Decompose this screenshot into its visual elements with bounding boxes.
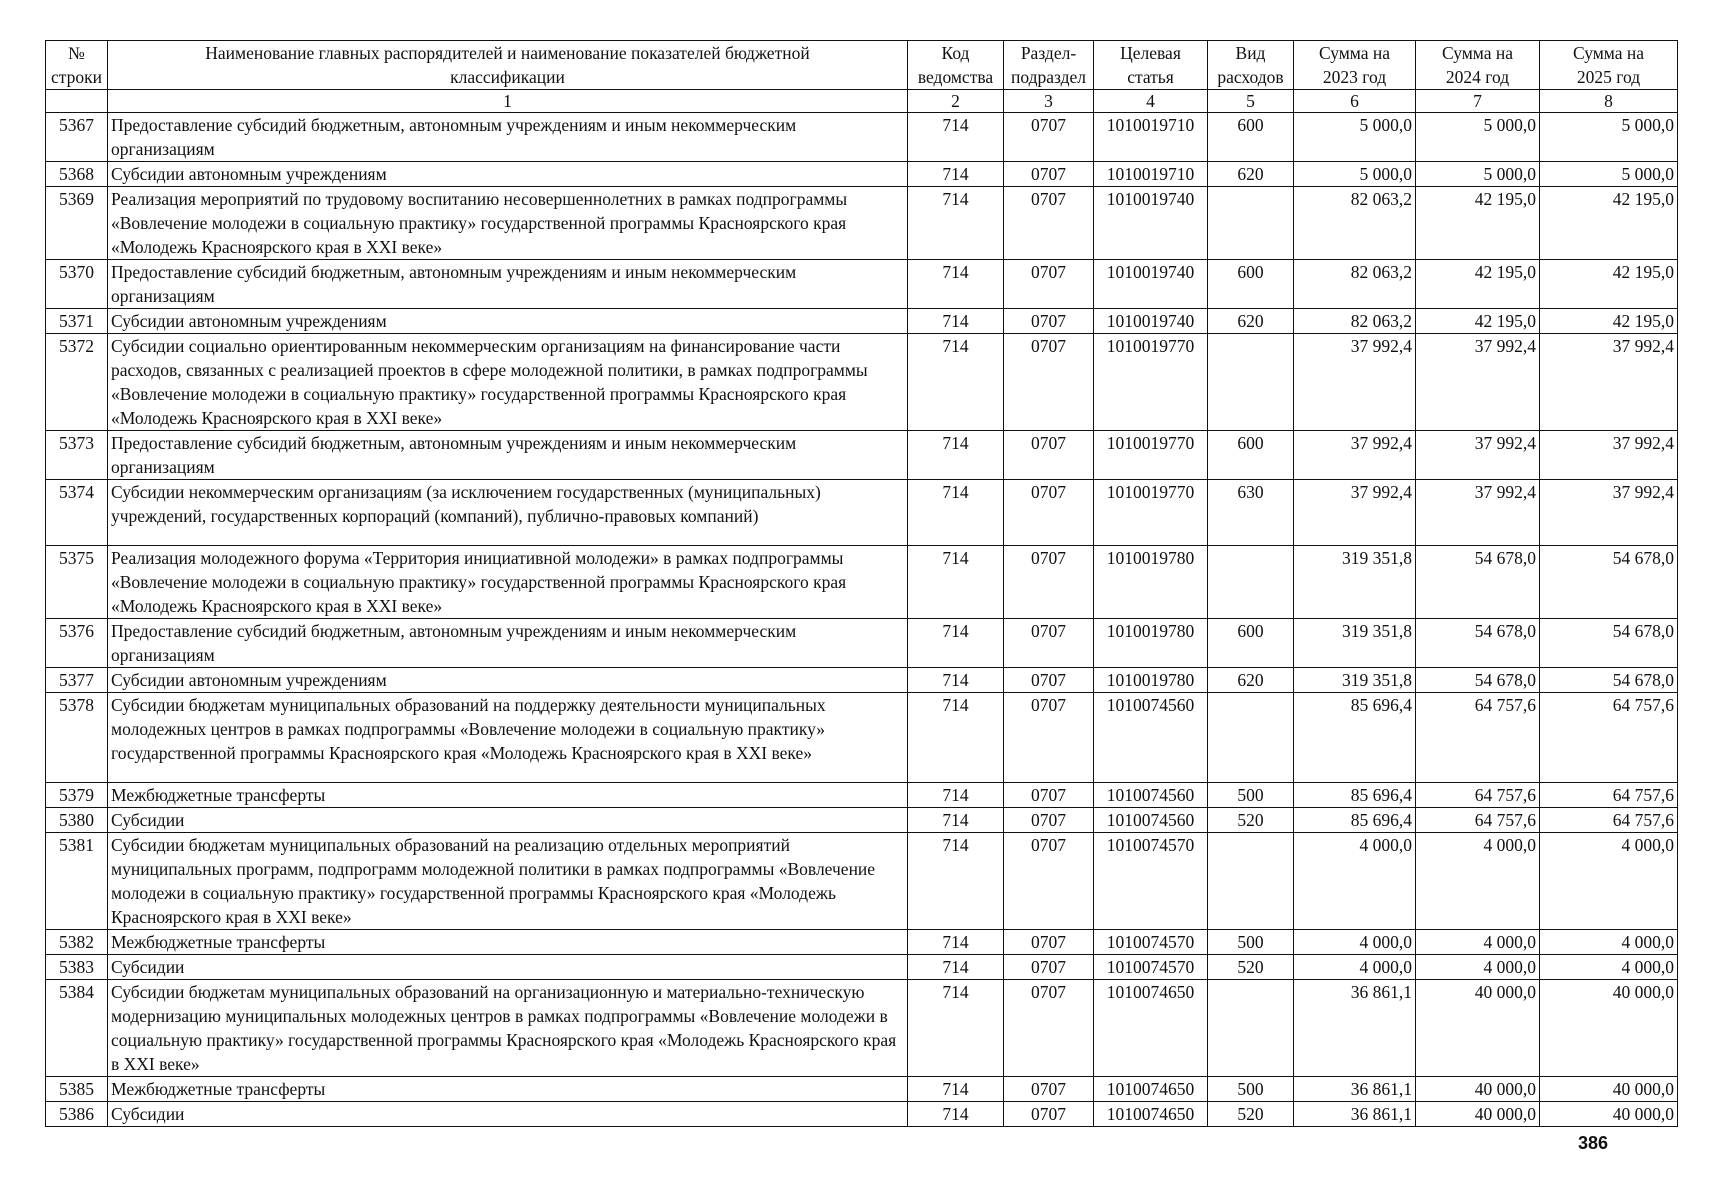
sum-2025: 40 000,0 xyxy=(1540,1102,1678,1127)
sum-2025: 40 000,0 xyxy=(1540,980,1678,1077)
table-header-row xyxy=(46,41,1678,90)
expense-kind xyxy=(1208,546,1294,619)
table-body xyxy=(46,113,1678,1127)
page-number: 386 xyxy=(1578,1133,1609,1153)
department-code: 714 xyxy=(908,668,1004,693)
expense-kind xyxy=(1208,833,1294,930)
section-code: 0707 xyxy=(1004,693,1094,783)
row-number: 5379 xyxy=(46,783,108,808)
sum-2025: 54 678,0 xyxy=(1540,668,1678,693)
section-code: 0707 xyxy=(1004,668,1094,693)
target-article: 1010074650 xyxy=(1094,1077,1208,1102)
sum-2023: 4 000,0 xyxy=(1294,833,1416,930)
department-code: 714 xyxy=(908,1102,1004,1127)
sum-2025: 54 678,0 xyxy=(1540,619,1678,668)
table-row xyxy=(46,930,1678,955)
department-code: 714 xyxy=(908,334,1004,431)
budget-table xyxy=(45,40,1678,1127)
row-number: 5376 xyxy=(46,619,108,668)
section-code: 0707 xyxy=(1004,480,1094,546)
row-number: 5377 xyxy=(46,668,108,693)
department-code: 714 xyxy=(908,546,1004,619)
target-article: 1010074570 xyxy=(1094,930,1208,955)
row-number: 5380 xyxy=(46,808,108,833)
header-department-code: Код ведомства xyxy=(908,41,1004,90)
row-name: Субсидии xyxy=(108,1102,908,1127)
sum-2024: 40 000,0 xyxy=(1416,1102,1540,1127)
target-article: 1010074650 xyxy=(1094,1102,1208,1127)
expense-kind: 520 xyxy=(1208,955,1294,980)
column-number: 3 xyxy=(1004,90,1094,113)
sum-2023: 5 000,0 xyxy=(1294,162,1416,187)
table-row xyxy=(46,783,1678,808)
sum-2024: 64 757,6 xyxy=(1416,693,1540,783)
table-row xyxy=(46,260,1678,309)
expense-kind: 600 xyxy=(1208,431,1294,480)
sum-2023: 82 063,2 xyxy=(1294,309,1416,334)
sum-2024: 40 000,0 xyxy=(1416,980,1540,1077)
department-code: 714 xyxy=(908,162,1004,187)
target-article: 1010019740 xyxy=(1094,260,1208,309)
target-article: 1010074560 xyxy=(1094,783,1208,808)
target-article: 1010074650 xyxy=(1094,980,1208,1077)
target-article: 1010019780 xyxy=(1094,619,1208,668)
target-article: 1010019780 xyxy=(1094,668,1208,693)
sum-2023: 36 861,1 xyxy=(1294,1077,1416,1102)
section-code: 0707 xyxy=(1004,1102,1094,1127)
section-code: 0707 xyxy=(1004,334,1094,431)
section-code: 0707 xyxy=(1004,1077,1094,1102)
table-row xyxy=(46,480,1678,546)
sum-2024: 37 992,4 xyxy=(1416,334,1540,431)
header-row-number: № строки xyxy=(46,41,108,90)
header-target-article: Целевая статья xyxy=(1094,41,1208,90)
sum-2023: 85 696,4 xyxy=(1294,693,1416,783)
row-name: Межбюджетные трансферты xyxy=(108,1077,908,1102)
row-name: Субсидии автономным учреждениям xyxy=(108,668,908,693)
sum-2023: 36 861,1 xyxy=(1294,980,1416,1077)
department-code: 714 xyxy=(908,693,1004,783)
header-sum-2023: Сумма на 2023 год xyxy=(1294,41,1416,90)
target-article: 1010019770 xyxy=(1094,480,1208,546)
sum-2024: 54 678,0 xyxy=(1416,619,1540,668)
row-name: Предоставление субсидий бюджетным, автономным учреждениям и иным некоммерческим организациям xyxy=(108,619,908,668)
target-article: 1010019710 xyxy=(1094,162,1208,187)
target-article: 1010074570 xyxy=(1094,955,1208,980)
section-code: 0707 xyxy=(1004,546,1094,619)
sum-2023: 5 000,0 xyxy=(1294,113,1416,162)
column-number xyxy=(46,90,108,113)
row-name: Субсидии бюджетам муниципальных образований на организационную и материально-техническую модернизацию муниципальных молодежных центров в рамках подпрограммы «Вовлечение молодежи в социальную практику» государственной программы Красноярского края «Молодежь Красноярского края в XXI веке» xyxy=(108,980,908,1077)
row-name: Субсидии автономным учреждениям xyxy=(108,309,908,334)
row-number: 5372 xyxy=(46,334,108,431)
sum-2024: 42 195,0 xyxy=(1416,260,1540,309)
expense-kind xyxy=(1208,693,1294,783)
row-number: 5375 xyxy=(46,546,108,619)
row-number: 5378 xyxy=(46,693,108,783)
department-code: 714 xyxy=(908,783,1004,808)
expense-kind xyxy=(1208,187,1294,260)
department-code: 714 xyxy=(908,431,1004,480)
section-code: 0707 xyxy=(1004,833,1094,930)
table-row xyxy=(46,980,1678,1077)
expense-kind: 500 xyxy=(1208,1077,1294,1102)
expense-kind: 500 xyxy=(1208,783,1294,808)
sum-2024: 5 000,0 xyxy=(1416,113,1540,162)
sum-2023: 85 696,4 xyxy=(1294,808,1416,833)
sum-2025: 4 000,0 xyxy=(1540,930,1678,955)
row-name: Субсидии xyxy=(108,955,908,980)
row-name: Субсидии xyxy=(108,808,908,833)
department-code: 714 xyxy=(908,930,1004,955)
sum-2023: 319 351,8 xyxy=(1294,668,1416,693)
sum-2024: 37 992,4 xyxy=(1416,431,1540,480)
table-row xyxy=(46,334,1678,431)
row-name: Межбюджетные трансферты xyxy=(108,930,908,955)
column-number: 7 xyxy=(1416,90,1540,113)
column-number-row xyxy=(46,90,1678,113)
sum-2024: 54 678,0 xyxy=(1416,546,1540,619)
department-code: 714 xyxy=(908,980,1004,1077)
row-number: 5384 xyxy=(46,980,108,1077)
section-code: 0707 xyxy=(1004,187,1094,260)
department-code: 714 xyxy=(908,309,1004,334)
row-name: Реализация молодежного форума «Территория инициативной молодежи» в рамках подпрограммы «Вовлечение молодежи в социальную практику» государственной программы Красноярского края «Молодежь Красноярского края в XXI веке» xyxy=(108,546,908,619)
target-article: 1010074570 xyxy=(1094,833,1208,930)
section-code: 0707 xyxy=(1004,783,1094,808)
sum-2025: 4 000,0 xyxy=(1540,833,1678,930)
table-row xyxy=(46,309,1678,334)
expense-kind: 600 xyxy=(1208,260,1294,309)
sum-2025: 5 000,0 xyxy=(1540,113,1678,162)
section-code: 0707 xyxy=(1004,955,1094,980)
row-number: 5383 xyxy=(46,955,108,980)
row-name: Предоставление субсидий бюджетным, автономным учреждениям и иным некоммерческим организациям xyxy=(108,113,908,162)
sum-2025: 5 000,0 xyxy=(1540,162,1678,187)
table-row xyxy=(46,955,1678,980)
sum-2023: 4 000,0 xyxy=(1294,930,1416,955)
table-row xyxy=(46,113,1678,162)
section-code: 0707 xyxy=(1004,980,1094,1077)
row-name: Субсидии бюджетам муниципальных образований на поддержку деятельности муниципальных молодежных центров в рамках подпрограммы «Вовлечение молодежи в социальную практику» государственной программы Красноярского края «Молодежь Красноярского края в XXI веке» xyxy=(108,693,908,783)
sum-2025: 40 000,0 xyxy=(1540,1077,1678,1102)
table-row xyxy=(46,619,1678,668)
target-article: 1010074560 xyxy=(1094,808,1208,833)
sum-2023: 82 063,2 xyxy=(1294,187,1416,260)
sum-2024: 4 000,0 xyxy=(1416,930,1540,955)
sum-2023: 82 063,2 xyxy=(1294,260,1416,309)
column-number: 2 xyxy=(908,90,1004,113)
sum-2025: 42 195,0 xyxy=(1540,309,1678,334)
table-row xyxy=(46,1077,1678,1102)
row-name: Субсидии бюджетам муниципальных образований на реализацию отдельных мероприятий муниципальных программ, подпрограмм молодежной политики в рамках подпрограммы «Вовлечение молодежи в социальную практику» государственной программы Красноярского края «Молодежь Красноярского края в XXI веке» xyxy=(108,833,908,930)
department-code: 714 xyxy=(908,619,1004,668)
row-number: 5367 xyxy=(46,113,108,162)
expense-kind: 630 xyxy=(1208,480,1294,546)
column-number: 8 xyxy=(1540,90,1678,113)
sum-2024: 4 000,0 xyxy=(1416,955,1540,980)
expense-kind: 620 xyxy=(1208,668,1294,693)
column-number: 5 xyxy=(1208,90,1294,113)
row-name: Реализация мероприятий по трудовому воспитанию несовершеннолетних в рамках подпрограммы «Вовлечение молодежи в социальную практику» государственной программы Красноярского края «Молодежь Красноярского края в XXI веке» xyxy=(108,187,908,260)
section-code: 0707 xyxy=(1004,808,1094,833)
section-code: 0707 xyxy=(1004,619,1094,668)
table-row xyxy=(46,431,1678,480)
header-expense-kind: Вид расходов xyxy=(1208,41,1294,90)
table-row xyxy=(46,833,1678,930)
department-code: 714 xyxy=(908,808,1004,833)
sum-2024: 37 992,4 xyxy=(1416,480,1540,546)
table-row xyxy=(46,187,1678,260)
header-sum-2024: Сумма на 2024 год xyxy=(1416,41,1540,90)
expense-kind xyxy=(1208,334,1294,431)
sum-2025: 37 992,4 xyxy=(1540,334,1678,431)
target-article: 1010019780 xyxy=(1094,546,1208,619)
section-code: 0707 xyxy=(1004,113,1094,162)
expense-kind: 600 xyxy=(1208,113,1294,162)
row-number: 5386 xyxy=(46,1102,108,1127)
table-row xyxy=(46,668,1678,693)
row-number: 5370 xyxy=(46,260,108,309)
row-number: 5371 xyxy=(46,309,108,334)
target-article: 1010074560 xyxy=(1094,693,1208,783)
row-name: Субсидии автономным учреждениям xyxy=(108,162,908,187)
sum-2023: 4 000,0 xyxy=(1294,955,1416,980)
sum-2025: 4 000,0 xyxy=(1540,955,1678,980)
department-code: 714 xyxy=(908,480,1004,546)
sum-2025: 37 992,4 xyxy=(1540,480,1678,546)
target-article: 1010019710 xyxy=(1094,113,1208,162)
department-code: 714 xyxy=(908,1077,1004,1102)
department-code: 714 xyxy=(908,955,1004,980)
sum-2024: 40 000,0 xyxy=(1416,1077,1540,1102)
section-code: 0707 xyxy=(1004,930,1094,955)
department-code: 714 xyxy=(908,113,1004,162)
sum-2025: 64 757,6 xyxy=(1540,808,1678,833)
section-code: 0707 xyxy=(1004,162,1094,187)
row-number: 5382 xyxy=(46,930,108,955)
row-name: Субсидии некоммерческим организациям (за исключением государственных (муниципальных) учреждений, государственных корпораций (компаний), публично-правовых компаний) xyxy=(108,480,908,546)
sum-2023: 85 696,4 xyxy=(1294,783,1416,808)
row-number: 5374 xyxy=(46,480,108,546)
row-name: Межбюджетные трансферты xyxy=(108,783,908,808)
sum-2025: 64 757,6 xyxy=(1540,783,1678,808)
department-code: 714 xyxy=(908,260,1004,309)
section-code: 0707 xyxy=(1004,309,1094,334)
sum-2024: 5 000,0 xyxy=(1416,162,1540,187)
expense-kind: 620 xyxy=(1208,162,1294,187)
table-row xyxy=(46,1102,1678,1127)
department-code: 714 xyxy=(908,187,1004,260)
sum-2024: 64 757,6 xyxy=(1416,808,1540,833)
sum-2025: 64 757,6 xyxy=(1540,693,1678,783)
expense-kind: 600 xyxy=(1208,619,1294,668)
row-number: 5368 xyxy=(46,162,108,187)
sum-2024: 42 195,0 xyxy=(1416,309,1540,334)
column-number: 6 xyxy=(1294,90,1416,113)
expense-kind: 520 xyxy=(1208,1102,1294,1127)
sum-2023: 319 351,8 xyxy=(1294,546,1416,619)
table-row xyxy=(46,546,1678,619)
sum-2025: 54 678,0 xyxy=(1540,546,1678,619)
section-code: 0707 xyxy=(1004,260,1094,309)
sum-2023: 36 861,1 xyxy=(1294,1102,1416,1127)
row-number: 5381 xyxy=(46,833,108,930)
sum-2024: 64 757,6 xyxy=(1416,783,1540,808)
sum-2023: 319 351,8 xyxy=(1294,619,1416,668)
header-section: Раздел- подраздел xyxy=(1004,41,1094,90)
row-name: Предоставление субсидий бюджетным, автономным учреждениям и иным некоммерческим организациям xyxy=(108,260,908,309)
row-name: Предоставление субсидий бюджетным, автономным учреждениям и иным некоммерческим организациям xyxy=(108,431,908,480)
expense-kind: 620 xyxy=(1208,309,1294,334)
header-sum-2025: Сумма на 2025 год xyxy=(1540,41,1678,90)
row-number: 5369 xyxy=(46,187,108,260)
table-row xyxy=(46,808,1678,833)
expense-kind xyxy=(1208,980,1294,1077)
row-number: 5373 xyxy=(46,431,108,480)
sum-2025: 42 195,0 xyxy=(1540,187,1678,260)
table-row xyxy=(46,693,1678,783)
header-name: Наименование главных распорядителей и наименование показателей бюджетной классификации xyxy=(108,41,908,90)
row-number: 5385 xyxy=(46,1077,108,1102)
sum-2024: 4 000,0 xyxy=(1416,833,1540,930)
column-number: 4 xyxy=(1094,90,1208,113)
target-article: 1010019770 xyxy=(1094,431,1208,480)
row-name: Субсидии социально ориентированным некоммерческим организациям на финансирование части расходов, связанных с реализацией проектов в сфере молодежной политики, в рамках подпрограммы «Вовлечение молодежи в социальную практику» государственной программы Красноярского края «Молодежь Красноярского края в XXI веке» xyxy=(108,334,908,431)
department-code: 714 xyxy=(908,833,1004,930)
section-code: 0707 xyxy=(1004,431,1094,480)
target-article: 1010019740 xyxy=(1094,187,1208,260)
sum-2024: 42 195,0 xyxy=(1416,187,1540,260)
target-article: 1010019770 xyxy=(1094,334,1208,431)
sum-2023: 37 992,4 xyxy=(1294,431,1416,480)
sum-2025: 37 992,4 xyxy=(1540,431,1678,480)
sum-2025: 42 195,0 xyxy=(1540,260,1678,309)
sum-2023: 37 992,4 xyxy=(1294,334,1416,431)
expense-kind: 500 xyxy=(1208,930,1294,955)
table-row xyxy=(46,162,1678,187)
column-number: 1 xyxy=(108,90,908,113)
sum-2024: 54 678,0 xyxy=(1416,668,1540,693)
sum-2023: 37 992,4 xyxy=(1294,480,1416,546)
target-article: 1010019740 xyxy=(1094,309,1208,334)
expense-kind: 520 xyxy=(1208,808,1294,833)
